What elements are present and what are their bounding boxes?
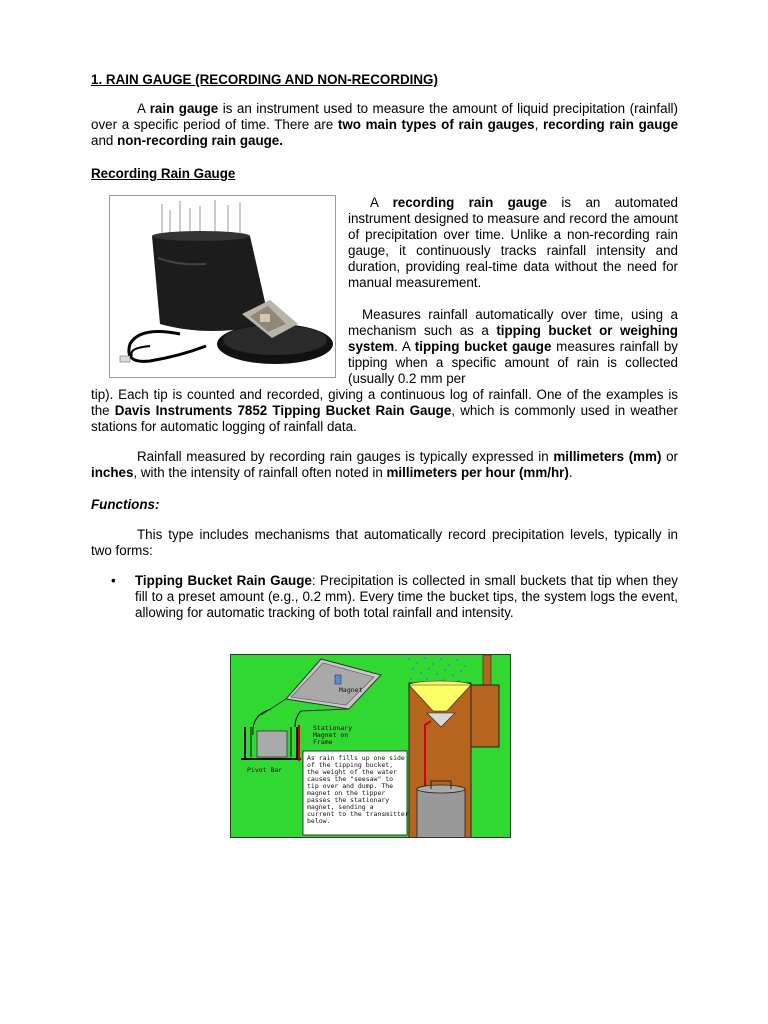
recording-paragraph-2-continued: tip). Each tip is counted and recorded, giving a continuous log of rainfall. One of the examples is the Davis Instruments 7852 Tipping Bucket Rain Gauge, which is commonly used in weather stations for automatic logging of rainfall data. [91, 387, 679, 434]
tipping-bucket-diagram [230, 654, 511, 838]
pivot-label: Pivot Bar [247, 766, 283, 774]
units-paragraph: Rainfall measured by recording rain gauges is typically expressed in millimeters (mm) or inches, with the intensity of rainfall often noted in millimeters per hour (mm/hr). [91, 449, 678, 480]
stationary-label-1: Stationary [313, 724, 353, 732]
bullet-icon: • [111, 573, 116, 588]
bullet-text: Tipping Bucket Rain Gauge: Precipitation is collected in small buckets that tip when they fill to a preset amount (e.g., 0.2 mm). Every time the bucket tips, the system logs the event, allowing for automatic tracking of both total rainfall and intensity. [135, 573, 678, 620]
section-heading: 1. RAIN GAUGE (RECORDING AND NON-RECORDING) [91, 72, 438, 87]
magnet-label: Magnet [339, 686, 363, 694]
caption-line: magnet, sending a [307, 803, 374, 811]
stationary-label-2: Magnet on [313, 731, 349, 739]
caption-line: passes the stationary [307, 796, 390, 804]
rain-gauge-photo [109, 195, 336, 378]
subheading-recording: Recording Rain Gauge [91, 166, 236, 181]
caption-line: tip over and dump. The [307, 782, 394, 790]
caption-line: the weight of the water [307, 768, 398, 776]
recording-paragraph-2: Measures rainfall automatically over time, using a mechanism such as a tipping bucket or weighing system. A tipping bucket gauge measures rainfall by tipping when a specific amount of rain is collected (usually 0.2 mm per [348, 307, 678, 386]
caption-line: current to the transmitter [307, 810, 409, 818]
intro-paragraph: A rain gauge is an instrument used to measure the amount of liquid precipitation (rainfall) over a specific period of time. There are two main types of rain gauges, recording rain gauge and non-recording rain gauge. [91, 101, 679, 148]
stationary-label-3: Frame [313, 738, 333, 746]
recording-paragraph-1: A recording rain gauge is an automated instrument designed to measure and record the amount of precipitation over time. Unlike a non-recording rain gauge, it continuously tracks rainfall intensity and duration, providing real-time data without the need for manual measurement. [348, 195, 678, 290]
caption-line: below. [307, 817, 331, 825]
caption-line: As rain fills up one side [307, 754, 405, 762]
functions-label: Functions: [91, 497, 160, 512]
caption-line: magnet on the tipper [307, 789, 386, 797]
caption-line: of the tipping bucket, [307, 761, 394, 769]
functions-paragraph: This type includes mechanisms that automatically record precipitation levels, typically in two forms: [91, 527, 678, 558]
caption-line: causes the "seesaw" to [307, 775, 394, 783]
